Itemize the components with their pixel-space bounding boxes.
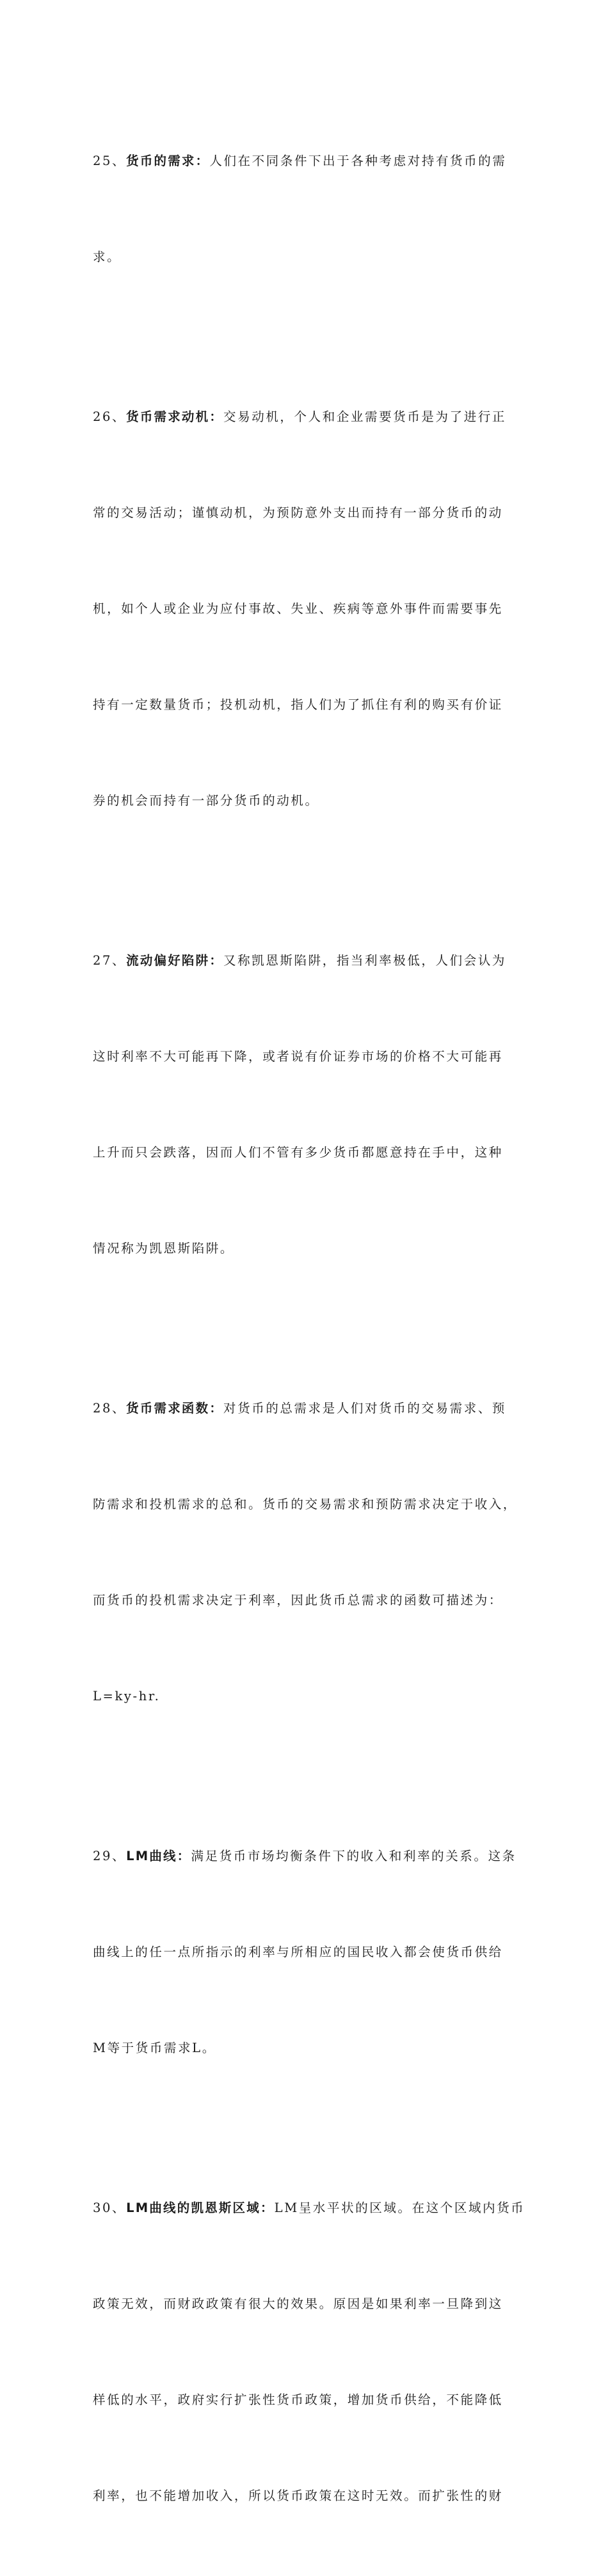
entry-term: LM曲线	[126, 1849, 177, 1863]
entry-term: 货币需求动机	[126, 409, 210, 424]
entry-term: 货币的需求	[126, 154, 196, 168]
entry-text: LM呈水平状的区域。在这个区域内货币	[274, 2201, 525, 2215]
entry-text: 曲线上的任一点所指示的利率与所相应的国民收入都会使货币供给	[93, 1945, 503, 1959]
entry-text: 机，如个人或企业为应付事故、失业、疾病等意外事件而需要事先	[93, 601, 503, 616]
entry-text: 样低的水平，政府实行扩张性货币政策，增加货币供给，不能降低	[93, 2392, 503, 2407]
entry-text: 这时利率不大可能再下降，或者说有价证券市场的价格不大可能再	[93, 1049, 503, 1064]
entry-text: 满足货币市场均衡条件下的收入和利率的关系。这条	[191, 1849, 516, 1863]
entry-term: 货币需求函数	[126, 1401, 210, 1416]
entry-text: 求。	[93, 249, 122, 264]
entry-first-line	[93, 1840, 528, 1872]
entry-27	[93, 881, 528, 1329]
entry-colon: ：	[260, 2201, 275, 2215]
entry-text: 持有一定数量货币；投机动机，指人们为了抓住有利的购买有价证	[93, 697, 503, 712]
entry-text: 对货币的总需求是人们对货币的交易需求、预	[223, 1401, 507, 1416]
entry-28	[93, 1329, 528, 1776]
entry-number: 30、	[93, 2201, 127, 2215]
entry-colon: ：	[209, 1401, 224, 1416]
entry-number: 28、	[93, 1401, 127, 1416]
entry-first-line	[93, 145, 528, 177]
entry-formula: L=ky-hr.	[93, 1689, 161, 1703]
entry-term: LM曲线的凯恩斯区域	[126, 2201, 260, 2215]
document-body	[93, 81, 528, 2576]
entry-text: M等于货币需求L。	[93, 2041, 216, 2055]
entry-29	[93, 1776, 528, 2128]
entry-number: 29、	[93, 1849, 127, 1863]
entry-text: 券的机会而持有一部分货币的动机。	[93, 793, 319, 808]
entry-text: 又称凯恩斯陷阱，指当利率极低，人们会认为	[223, 953, 507, 968]
entry-text: 利率，也不能增加收入，所以货币政策在这时无效。而扩张性的财	[93, 2488, 503, 2503]
entry-first-line	[93, 945, 528, 977]
entry-25	[93, 81, 528, 337]
entry-colon: ：	[209, 409, 224, 424]
entry-colon: ：	[195, 154, 210, 168]
entry-text: 而货币的投机需求决定于利率，因此货币总需求的函数可描述为：	[93, 1593, 503, 1608]
entry-first-line	[93, 1393, 528, 1425]
entry-colon: ：	[209, 953, 224, 968]
entry-term: 流动偏好陷阱	[126, 953, 210, 968]
entry-text: 上升而只会跌落，因而人们不管有多少货币都愿意持在手中，这种	[93, 1145, 503, 1160]
entry-text: 常的交易活动；谨慎动机，为预防意外支出而持有一部分货币的动	[93, 505, 503, 520]
entry-text: 政策无效，而财政政策有很大的效果。原因是如果利率一旦降到这	[93, 2296, 503, 2311]
entry-number: 27、	[93, 953, 127, 968]
entry-text: 防需求和投机需求的总和。货币的交易需求和预防需求决定于收入，	[93, 1497, 518, 1512]
entry-colon: ：	[177, 1849, 191, 1863]
entry-text: 人们在不同条件下出于各种考虑对持有货币的需	[209, 154, 507, 168]
entry-first-line	[93, 401, 528, 433]
entry-30	[93, 2128, 528, 2576]
entry-first-line	[93, 2192, 528, 2224]
entry-number: 26、	[93, 409, 127, 424]
entry-26	[93, 337, 528, 881]
entry-text: 情况称为凯恩斯陷阱。	[93, 1241, 235, 1256]
entry-number: 25、	[93, 154, 127, 168]
entry-text: 交易动机，个人和企业需要货币是为了进行正	[223, 409, 507, 424]
